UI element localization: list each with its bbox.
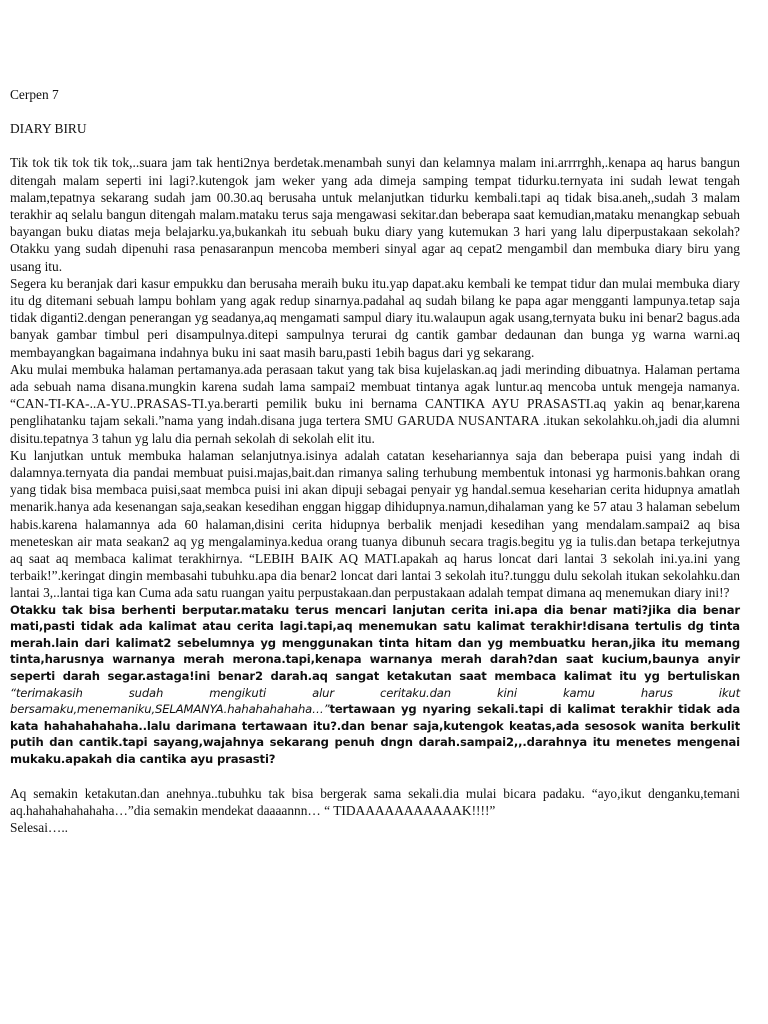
paragraph-6: Aq semakin ketakutan.dan anehnya..tubuhku tak bisa bergerak sama sekali.dia mulai bicara padaku. “ayo,ikut denganku,temani aq.hahahahahahaha…”dia semakin mendekat daaaannn… “ TIDAAAAAAAAAAAK!!!!”: [10, 785, 740, 818]
paragraph-5-part-b: tertawaan yg nyaring sekali.tapi di kalimat terakhir tidak ada kata hahahahahaha..lalu darimana tertawaan itu?.dan benar saja,kutengok keatas,ada sesosok wanita berkulit putih dan cantik.tapi sayang,wajahnya sekarang penuh dngn darah.sampai2,,.darahnya itu menetes mengenai mukaku.apakah dia cantika ayu prasasti?: [10, 702, 740, 767]
paragraph-1: Tik tok tik tok tik tok,..suara jam tak henti2nya berdetak.menambah sunyi dan kelamnya malam ini.arrrrghh,.kenapa aq harus bangun ditengah malam seperti ini lagi?.kutengok jam weker yang ada dimeja samping tempat tidurku.ternyata ini sudah lewat tengah malam,tepatnya sekarang sudah jam 00.30.aq berusaha untuk melanjutkan tidurku kembali.tapi aq tidak bisa.aneh,,sudah 3 malam terakhir aq selalu bangun ditengah malam.mataku terus saja mengawasi sekitar.dan beberapa saat kemudian,mataku menangkap sebuah bayangan buku diatas meja belajarku.ya,bukankah itu sebuah buku diary yang kutemukan 3 hari yang lalu diperpustakaan sekolah? Otakku yang sudah dipenuhi rasa penasaranpun mencoba memberi sinyal agar aq cepat2 mengambil dan membuka diary biru yang usang itu.: [10, 155, 740, 274]
paragraph-5-part-a: Otakku tak bisa berhenti berputar.mataku terus mencari lanjutan cerita ini.apa dia benar mati?jika dia benar mati,pasti tidak ada kalimat atau cerita lagi.tapi,aq menemukan satu kalimat terakhir!disana tertulis dg tinta merah.lain dari kalimat2 sebelumnya yg menggunakan tinta hitam dan yg membuatku heran,jika itu memang tinta,harusnya warnanya merah merona.tapi,kenapa warnanya merah darah?dan saat kucium,baunya anyir seperti darah segar.astaga!ini benar2 darah.aq sangat ketakutan saat membaca kalimat itu yg bertuliskan: [10, 602, 740, 684]
paragraph-5-italic-quote: “terimakasih sudah mengikuti alur ceritaku.dan kini kamu harus ikut bersamaku,menemaniku,SELAMANYA.hahahahahaha…”: [10, 685, 740, 717]
paragraph-5: [10, 602, 740, 768]
paragraph-2: Segera ku beranjak dari kasur empukku dan berusaha meraih buku itu.yap dapat.aku kembali ke tempat tidur dan mulai membuka diary itu dg ditemani sebuah lampu bohlam yang agak redup sinarnya.padahal aq sudah bilang ke papa agar mengganti lampunya.tetap saja tidak diganti2.dengan penerangan yg seadanya,aq mengamati sampul diary itu.walaupun agak usang,ternyata buku ini benar2 bagus.ada banyak gambar timbul peri disampulnya.ditepi sampulnya terurai dg cantik gambar dedaunan dan bunga yg warna warni.aq membayangkan bagaimana indahnya buku ini saat masih baru,pasti 1ebih bagus dari yg sekarang.: [10, 275, 740, 360]
paragraph-spacer: [10, 768, 740, 785]
story-title: DIARY BIRU: [10, 121, 87, 137]
ending-text: Selesai…..: [10, 820, 69, 836]
series-label: Cerpen 7: [10, 87, 59, 102]
paragraph-3: Aku mulai membuka halaman pertamanya.ada perasaan takut yang tak bisa kujelaskan.aq jadi merinding dibuatnya. Halaman pertama ada sebuah nama disana.mungkin karena sudah lama sampai2 membuat tintanya agak luntur.aq mencoba untuk mengeja namanya. “CAN-TI-KA-..A-YU..PRASAS-TI.ya.berarti pemilik buku ini bernama CANTIKA AYU PRASASTI.aq yakin aq benar,karena penglihatanku tajam sekali.”nama yang indah.disana juga tertera SMU GARUDA NUSANTARA .itukan sekolahku.oh,jadi dia alumni disitu.tepatnya 3 tahun yg lalu dia pernah sekolah di sekolah elit itu.: [10, 361, 740, 446]
paragraph-4: Ku lanjutkan untuk membuka halaman selanjutnya.isinya adalah catatan kesehariannya saja dan beberapa puisi yang indah di dalamnya.ternyata dia pandai membuat puisi.majas,bait.dan rimanya saling terhubung membentuk intonasi yg harmonis.bahkan orang yang tidak bisa membaca puisi,saat membca puisi ini akan dipuji sebagai penyair yg handal.semua keseharian cerita hidupnya amatlah menarik.hanya ada kesenangan saja,seakan kesedihan enggan higgap dihidupnya.namun,dihalaman yang ke 57 atau 3 halaman sebelum habis.karena halamannya ada 60 halaman,disini cerita hidupnya berbalik menjadi kesedihan yang mendalam.sampai2 aq bisa meneteskan air mata seakan2 aq yg mengalaminya.kedua orang tuanya dibunuh secara tragis.begitu yg ia tulis.dan betapa terkejutnya aq saat aq membaca kalimat terakhirnya. “LEBIH BAIK AQ MATI.apakah aq harus loncat dari lantai 3 sekolah ini.ya.ini yang terbaik!”.keringat dingin membasahi tubuhku.apa dia benar2 loncat dari lantai 3 sekolah itu?.tunggu dulu sekolah itukan sekolahku.dan lantai 3,..lantai tiga kan Cuma ada satu ruangan yaitu perpustakaan.dan perpustakaan adalah tempat dimana aq menemukan diary ini!?: [10, 447, 740, 601]
